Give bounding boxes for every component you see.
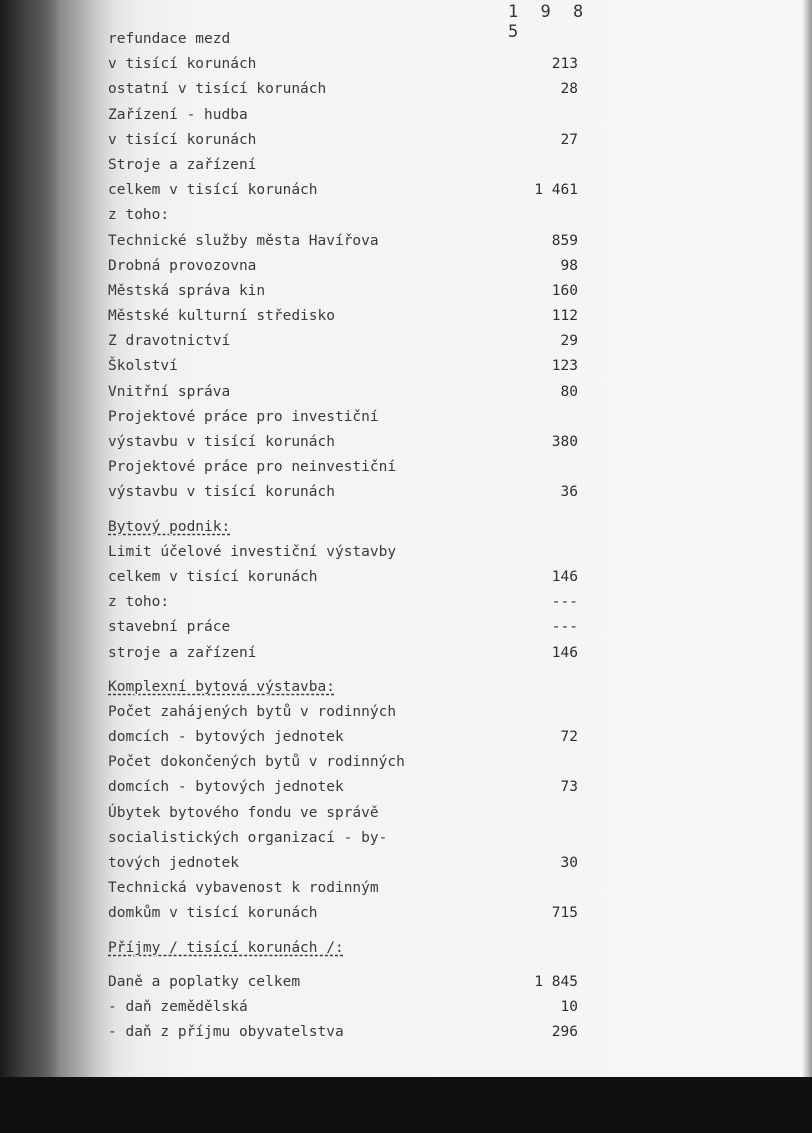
table-row [108, 279, 578, 304]
row-value: 859 [551, 232, 578, 249]
table-row [108, 380, 578, 405]
row-value: 380 [551, 434, 578, 450]
table-row [108, 405, 578, 430]
table-row [108, 354, 578, 379]
table-row [108, 641, 578, 666]
row-value: 98 [560, 257, 578, 274]
table-row [108, 725, 578, 750]
row-label: - daň zemědělská [108, 998, 248, 1015]
row-value: 146 [551, 644, 578, 661]
table-row [108, 254, 578, 279]
table-row [108, 801, 578, 826]
row-label: celkem v tisící korunách [108, 182, 318, 199]
scanner-bottom-edge [0, 1077, 812, 1133]
table-row [108, 775, 578, 800]
table-row [108, 750, 578, 775]
row-value: 213 [551, 56, 578, 73]
row-value: 73 [560, 779, 578, 796]
row-value: 29 [560, 333, 578, 350]
row-label: - daň z příjmu obyvatelstva [108, 1024, 344, 1041]
row-label: Počet zahájených bytů v rodinných [108, 703, 397, 720]
row-label: Zařízení - hudba [108, 106, 248, 123]
row-value: --- [551, 619, 578, 636]
table-row [108, 615, 578, 640]
row-value: 160 [551, 282, 578, 299]
page-right-edge [802, 0, 812, 1080]
table-row [108, 565, 578, 590]
row-value: 1 845 [534, 973, 578, 990]
table-row [108, 153, 578, 178]
row-value: 28 [560, 81, 578, 98]
table-row [108, 455, 578, 480]
row-value: 1 461 [534, 182, 578, 199]
row-value: 27 [560, 131, 578, 148]
section-heading: Komplexní bytová výstavba: [108, 678, 335, 695]
row-label: z toho: [108, 594, 170, 611]
row-label: v tisící korunách [108, 131, 257, 148]
row-value: 296 [551, 1024, 578, 1041]
table-row [108, 329, 578, 354]
table-row [108, 700, 578, 725]
table-row [108, 229, 578, 254]
row-label: stroje a zařízení [108, 644, 257, 661]
table-row [108, 430, 578, 455]
row-label: Vnitřní správa [108, 383, 231, 400]
row-value: 72 [560, 729, 578, 746]
table-row [108, 590, 578, 615]
table-row [108, 1020, 578, 1045]
row-label: Stroje a zařízení [108, 156, 257, 173]
section-heading: Bytový podnik: [108, 518, 231, 535]
table-row [108, 77, 578, 102]
table-row [108, 128, 578, 153]
row-value: 80 [560, 383, 578, 400]
section-heading-row [108, 675, 578, 700]
row-label: Limit účelové investiční výstavby [108, 543, 397, 560]
table-row [108, 901, 578, 926]
table-row [108, 826, 578, 851]
row-label: tových jednotek [108, 855, 239, 871]
row-value: 112 [551, 308, 578, 325]
row-label: socialistických organizací - by- [108, 829, 388, 846]
row-label: Daně a poplatky celkem [108, 973, 301, 990]
page-year: 1 9 8 5 [508, 2, 590, 42]
row-label: domcích - bytových jednotek [108, 779, 344, 796]
row-label: Počet dokončených bytů v rodinných [108, 754, 405, 771]
table-row [108, 27, 578, 52]
row-value: 715 [551, 905, 578, 922]
data-rows [108, 27, 578, 1045]
table-row [108, 203, 578, 228]
section-heading: Příjmy / tisící korunách /: [108, 939, 344, 956]
row-gap [108, 506, 578, 515]
table-row [108, 851, 578, 876]
row-label: ostatní v tisící korunách [108, 81, 327, 98]
row-label: Technická vybavenost k rodinným [108, 880, 379, 897]
row-label: Technické služby města Havířova [108, 232, 379, 249]
row-label: Z dravotnictví [108, 333, 231, 350]
table-row [108, 480, 578, 505]
row-label: Drobná provozovna [108, 257, 257, 274]
row-label: Projektové práce pro investiční [108, 408, 379, 425]
row-label: Projektové práce pro neinvestiční [108, 459, 397, 476]
row-label: Školství [108, 358, 178, 375]
section-heading-row [108, 515, 578, 540]
page-fold-shadow [0, 0, 60, 1133]
table-row [108, 540, 578, 565]
row-value: 36 [560, 484, 578, 501]
table-row [108, 52, 578, 77]
row-value: 10 [560, 998, 578, 1015]
row-label: Úbytek bytového fondu ve správě [108, 804, 379, 821]
row-label: z toho: [108, 207, 170, 224]
row-label: Městské kulturní středisko [108, 308, 335, 325]
row-value: --- [551, 594, 578, 611]
table-row [108, 970, 578, 995]
row-label: v tisící korunách [108, 56, 257, 73]
row-label: refundace mezd [108, 31, 231, 47]
row-label: domkům v tisící korunách [108, 905, 318, 922]
row-gap [108, 961, 578, 970]
table-row [108, 178, 578, 203]
row-label: celkem v tisící korunách [108, 568, 318, 585]
row-label: Městská správa kin [108, 282, 266, 299]
row-value: 123 [551, 358, 578, 375]
row-label: výstavbu v tisící korunách [108, 434, 335, 450]
row-gap [108, 927, 578, 936]
section-heading-row [108, 936, 578, 961]
row-label: výstavbu v tisící korunách [108, 484, 335, 501]
table-row [108, 103, 578, 128]
row-value: 30 [560, 855, 578, 871]
row-gap [108, 666, 578, 675]
row-value: 146 [551, 568, 578, 585]
table-row [108, 304, 578, 329]
row-label: stavební práce [108, 619, 231, 636]
table-row [108, 995, 578, 1020]
table-row [108, 876, 578, 901]
row-label: domcích - bytových jednotek [108, 729, 344, 746]
